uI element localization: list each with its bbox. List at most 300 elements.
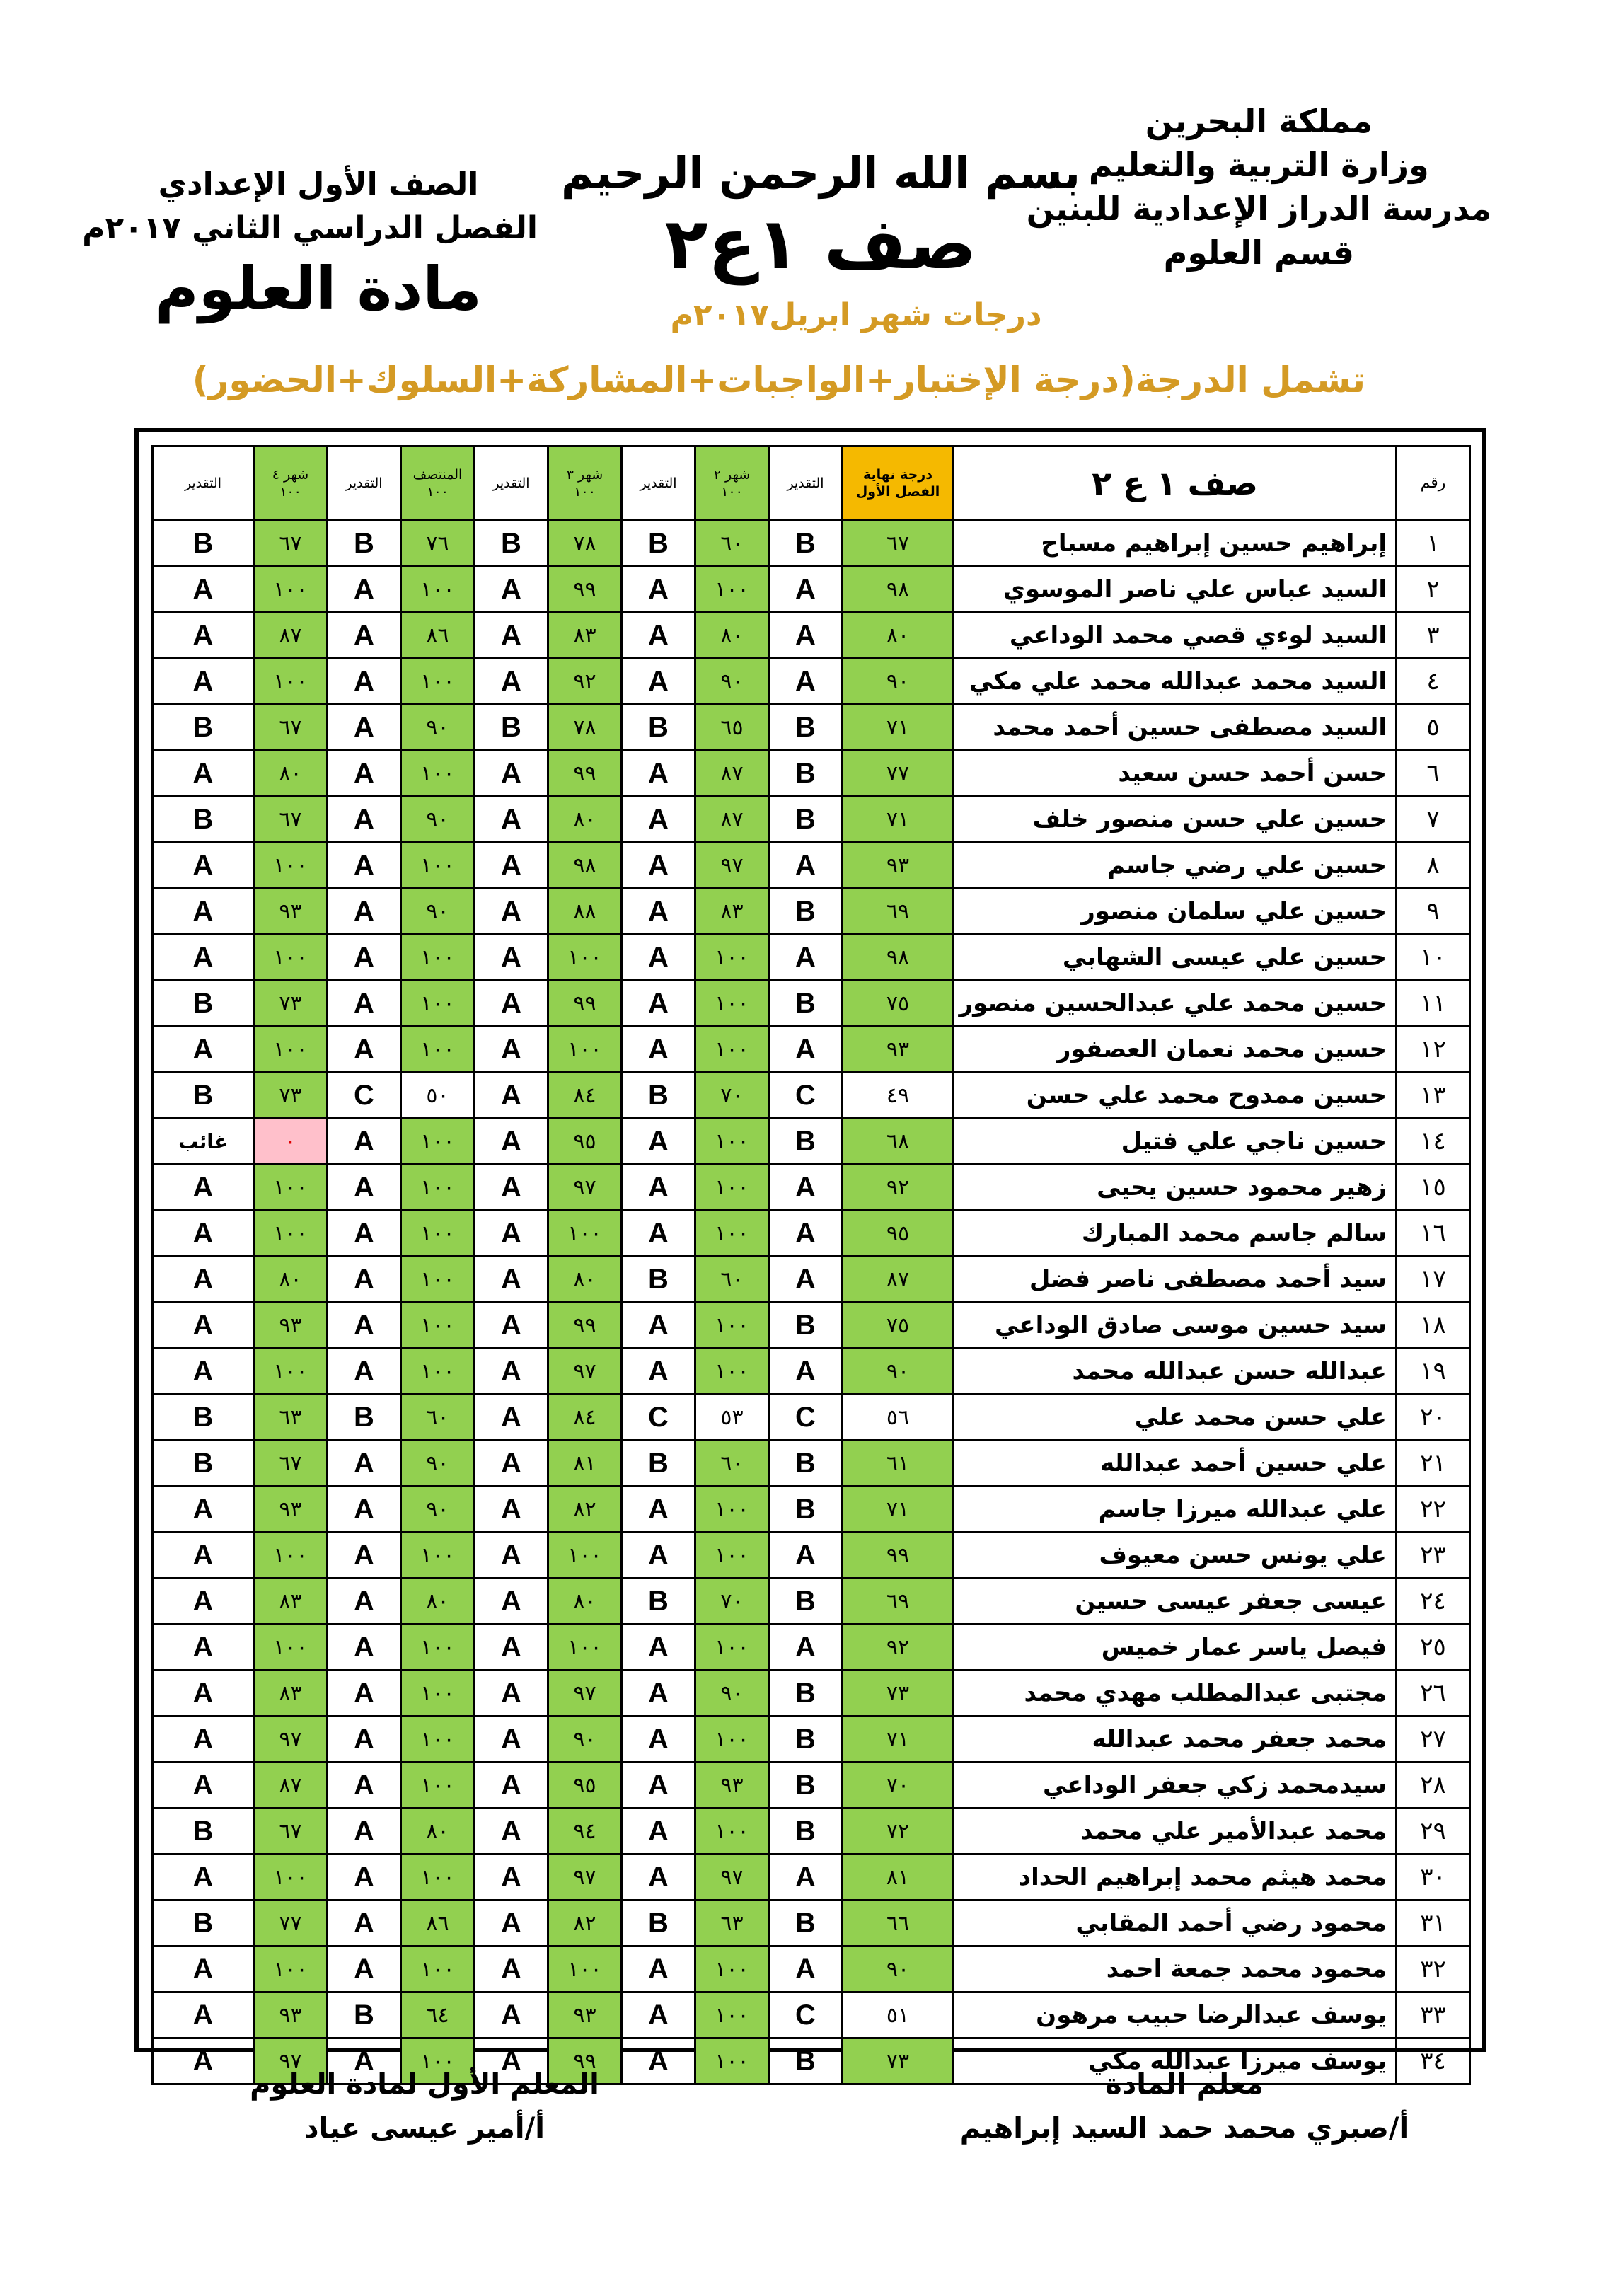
student-number: ١٢	[1397, 1027, 1470, 1073]
midterm-score: ٩٠	[401, 705, 475, 751]
midterm-score: ٨٠	[401, 1579, 475, 1625]
month3-grade: A	[475, 889, 548, 935]
month4-score: ٩٧	[254, 1717, 328, 1763]
final-score: ٩٢	[843, 1165, 954, 1211]
month4-score: ١٠٠	[254, 1533, 328, 1579]
center-header	[559, 145, 1082, 287]
month3-score: ٩٧	[548, 1854, 622, 1900]
student-number: ١٦	[1397, 1211, 1470, 1257]
midterm-grade: A	[328, 2038, 401, 2084]
month3-score: ٨١	[548, 1441, 622, 1487]
month3-score: ٩٤	[548, 1808, 622, 1854]
midterm-grade: A	[328, 1119, 401, 1165]
month4-score: ٨٧	[254, 613, 328, 659]
midterm-score: ١٠٠	[401, 1303, 475, 1349]
final-score: ٧٧	[843, 751, 954, 797]
month4-grade: غائب	[153, 1119, 254, 1165]
student-name: حسين ممدوح محمد علي حسن	[954, 1073, 1397, 1119]
table-row	[153, 1395, 1470, 1441]
final-grade: A	[769, 935, 843, 981]
table-row	[153, 889, 1470, 935]
midterm-grade: A	[328, 1625, 401, 1671]
month3-grade: A	[475, 1441, 548, 1487]
midterm-grade: A	[328, 1900, 401, 1946]
month2-grade: A	[622, 1027, 695, 1073]
table-row	[153, 1533, 1470, 1579]
midterm-grade: A	[328, 1211, 401, 1257]
month4-score: ١٠٠	[254, 1854, 328, 1900]
month2-score: ٦٠	[695, 521, 769, 567]
student-name: حسين محمد نعمان العصفور	[954, 1027, 1397, 1073]
month3-score: ٨٣	[548, 613, 622, 659]
semester-label: الفصل الدراسي الثاني ٢٠١٧م	[82, 210, 538, 246]
month2-score: ٩٠	[695, 1671, 769, 1717]
student-name: عيسى جعفر عيسى حسين	[954, 1579, 1397, 1625]
month3-grade: A	[475, 1671, 548, 1717]
midterm-score: ١٠٠	[401, 1946, 475, 1992]
month4-grade: A	[153, 1211, 254, 1257]
kingdom-label: مملكة البحرين	[1145, 102, 1373, 140]
month4-grade: A	[153, 2038, 254, 2084]
month2-score: ٧٠	[695, 1073, 769, 1119]
student-number: ٢٤	[1397, 1579, 1470, 1625]
midterm-grade: A	[328, 1579, 401, 1625]
month3-score: ٩٩	[548, 2038, 622, 2084]
midterm-score: ١٠٠	[401, 1854, 475, 1900]
month2-grade: A	[622, 1992, 695, 2038]
month4-score: ٨٣	[254, 1671, 328, 1717]
final-score: ٧١	[843, 1487, 954, 1533]
month4-grade: A	[153, 751, 254, 797]
final-score: ٧٣	[843, 2038, 954, 2084]
month2-grade: B	[622, 1257, 695, 1303]
midterm-score: ٨٠	[401, 1808, 475, 1854]
month2-score: ١٠٠	[695, 1165, 769, 1211]
month3-grade: A	[475, 1395, 548, 1441]
student-name: محمد هيثم محمد إبراهيم الحداد	[954, 1854, 1397, 1900]
month2-grade: A	[622, 1211, 695, 1257]
midterm-score: ١٠٠	[401, 2038, 475, 2084]
month4-grade: A	[153, 843, 254, 889]
month4-score: ٧٣	[254, 981, 328, 1027]
final-score: ٩٠	[843, 1349, 954, 1395]
month3-grade: A	[475, 1625, 548, 1671]
month3-grade: A	[475, 1900, 548, 1946]
month2-grade: A	[622, 613, 695, 659]
month4-grade: A	[153, 1027, 254, 1073]
table-row	[153, 1717, 1470, 1763]
student-name: علي عبدالله ميرزا جاسم	[954, 1487, 1397, 1533]
month3-score: ٩٢	[548, 659, 622, 705]
final-grade: A	[769, 1257, 843, 1303]
month2-grade: A	[622, 1349, 695, 1395]
month3-grade: A	[475, 1349, 548, 1395]
student-name: السيد عباس علي ناصر الموسوي	[954, 567, 1397, 613]
month3-score: ٨٠	[548, 1257, 622, 1303]
final-score: ٧٢	[843, 1808, 954, 1854]
month2-score: ١٠٠	[695, 1992, 769, 2038]
final-grade: A	[769, 1625, 843, 1671]
month3-score: ١٠٠	[548, 1625, 622, 1671]
student-number: ٣	[1397, 613, 1470, 659]
final-score: ٧١	[843, 797, 954, 843]
month2-grade: B	[622, 1073, 695, 1119]
month2-score: ٦٣	[695, 1900, 769, 1946]
final-grade: B	[769, 2038, 843, 2084]
student-number: ٣٠	[1397, 1854, 1470, 1900]
month3-grade: B	[475, 705, 548, 751]
month4-score: ٨٣	[254, 1579, 328, 1625]
midterm-score: ١٠٠	[401, 1763, 475, 1808]
table-row	[153, 935, 1470, 981]
student-number: ١٣	[1397, 1073, 1470, 1119]
table-row	[153, 1073, 1470, 1119]
month3-score: ٩٥	[548, 1763, 622, 1808]
month2-score: ١٠٠	[695, 2038, 769, 2084]
student-name: علي حسين أحمد عبدالله	[954, 1441, 1397, 1487]
final-grade: B	[769, 1487, 843, 1533]
month4-grade: A	[153, 1487, 254, 1533]
month4-grade: A	[153, 1303, 254, 1349]
month4-score: ١٠٠	[254, 843, 328, 889]
student-number: ٢١	[1397, 1441, 1470, 1487]
midterm-grade: B	[328, 1395, 401, 1441]
month4-grade: B	[153, 1073, 254, 1119]
final-score: ٧٥	[843, 1303, 954, 1349]
final-grade: B	[769, 751, 843, 797]
student-number: ٩	[1397, 889, 1470, 935]
midterm-score: ٥٠	[401, 1073, 475, 1119]
midterm-score: ١٠٠	[401, 1257, 475, 1303]
month4-grade: A	[153, 1946, 254, 1992]
month3-grade: A	[475, 935, 548, 981]
student-number: ٦	[1397, 751, 1470, 797]
month3-score: ٨٨	[548, 889, 622, 935]
midterm-grade: A	[328, 1027, 401, 1073]
final-grade: A	[769, 1946, 843, 1992]
student-number: ١٥	[1397, 1165, 1470, 1211]
table-row	[153, 1854, 1470, 1900]
course-header	[82, 163, 538, 327]
student-number: ٢٣	[1397, 1533, 1470, 1579]
table-row	[153, 613, 1470, 659]
student-number: ١٧	[1397, 1257, 1470, 1303]
final-grade: B	[769, 1119, 843, 1165]
student-name: حسين علي رضي جاسم	[954, 843, 1397, 889]
final-grade: B	[769, 521, 843, 567]
month3-score: ٩٥	[548, 1119, 622, 1165]
table-row	[153, 751, 1470, 797]
month4-score: ١٠٠	[254, 1027, 328, 1073]
month2-grade: A	[622, 2038, 695, 2084]
final-score: ٩٨	[843, 567, 954, 613]
month4-score: ٧٧	[254, 1900, 328, 1946]
month4-grade: B	[153, 1395, 254, 1441]
grades-table	[151, 445, 1471, 2085]
midterm-grade: A	[328, 1808, 401, 1854]
student-name: سيد أحمد مصطفى ناصر فضل	[954, 1257, 1397, 1303]
student-number: ٢	[1397, 567, 1470, 613]
month3-grade: A	[475, 1946, 548, 1992]
month4-score: ٩٣	[254, 889, 328, 935]
midterm-score: ٩٠	[401, 889, 475, 935]
col-grade-header: التقدير	[475, 446, 548, 521]
student-name: السيد مصطفى حسين أحمد محمد	[954, 705, 1397, 751]
midterm-grade: A	[328, 751, 401, 797]
month3-grade: A	[475, 1257, 548, 1303]
month2-grade: A	[622, 1303, 695, 1349]
final-grade: A	[769, 613, 843, 659]
student-number: ٣٤	[1397, 2038, 1470, 2084]
month2-score: ١٠٠	[695, 1533, 769, 1579]
month2-grade: B	[622, 521, 695, 567]
final-score: ٨٠	[843, 613, 954, 659]
midterm-grade: A	[328, 567, 401, 613]
month2-score: ١٠٠	[695, 1303, 769, 1349]
col-name-header: صف ١ ع ٢	[954, 446, 1397, 521]
table-row	[153, 1671, 1470, 1717]
midterm-score: ١٠٠	[401, 1533, 475, 1579]
month2-score: ١٠٠	[695, 567, 769, 613]
month4-score: ٨٠	[254, 1257, 328, 1303]
table-row	[153, 1441, 1470, 1487]
midterm-score: ٦٠	[401, 1395, 475, 1441]
col-grade-header: التقدير	[769, 446, 843, 521]
midterm-score: ٦٤	[401, 1992, 475, 2038]
midterm-score: ١٠٠	[401, 1717, 475, 1763]
grade-composition-note: تشمل الدرجة(درجة الإختبار+الواجبات+المشاركة+السلوك+الحضور)	[192, 359, 1365, 400]
month3-grade: A	[475, 1119, 548, 1165]
final-score: ٥١	[843, 1992, 954, 2038]
month3-grade: A	[475, 843, 548, 889]
final-grade: B	[769, 1671, 843, 1717]
midterm-grade: A	[328, 1303, 401, 1349]
midterm-grade: C	[328, 1073, 401, 1119]
month2-grade: A	[622, 1717, 695, 1763]
table-row	[153, 1119, 1470, 1165]
midterm-score: ١٠٠	[401, 751, 475, 797]
midterm-grade: B	[328, 1992, 401, 2038]
student-number: ٥	[1397, 705, 1470, 751]
month3-score: ٨٠	[548, 797, 622, 843]
student-number: ٢٨	[1397, 1763, 1470, 1808]
grades-body	[153, 521, 1470, 2084]
month4-score: ١٠٠	[254, 1211, 328, 1257]
student-number: ٨	[1397, 843, 1470, 889]
student-name: يوسف ميرزا عبدالله مكي	[954, 2038, 1397, 2084]
final-grade: B	[769, 1900, 843, 1946]
midterm-score: ٧٦	[401, 521, 475, 567]
student-name: حسن أحمد حسن سعيد	[954, 751, 1397, 797]
head-teacher-name: أ/أمير عيسى عياد	[304, 2112, 545, 2145]
midterm-grade: A	[328, 889, 401, 935]
student-number: ١	[1397, 521, 1470, 567]
month3-score: ٩٧	[548, 1165, 622, 1211]
month4-grade: A	[153, 567, 254, 613]
month3-grade: A	[475, 659, 548, 705]
month3-grade: A	[475, 1211, 548, 1257]
month3-score: ٩٠	[548, 1717, 622, 1763]
month3-grade: A	[475, 1165, 548, 1211]
month2-grade: A	[622, 843, 695, 889]
student-number: ٣٢	[1397, 1946, 1470, 1992]
final-score: ٩٩	[843, 1533, 954, 1579]
student-number: ٢٠	[1397, 1395, 1470, 1441]
table-row	[153, 797, 1470, 843]
month3-score: ١٠٠	[548, 1533, 622, 1579]
month3-score: ١٠٠	[548, 1211, 622, 1257]
month2-grade: A	[622, 1763, 695, 1808]
final-grade: A	[769, 1533, 843, 1579]
month2-score: ٩٠	[695, 659, 769, 705]
month4-grade: A	[153, 1625, 254, 1671]
student-number: ١٠	[1397, 935, 1470, 981]
final-score: ٧٥	[843, 981, 954, 1027]
month2-grade: A	[622, 1808, 695, 1854]
midterm-grade: A	[328, 1349, 401, 1395]
table-row	[153, 1211, 1470, 1257]
month4-grade: A	[153, 1257, 254, 1303]
table-row	[153, 1303, 1470, 1349]
table-row	[153, 843, 1470, 889]
month4-score: ٠	[254, 1119, 328, 1165]
month2-grade: A	[622, 1533, 695, 1579]
month2-score: ٩٧	[695, 843, 769, 889]
month4-grade: A	[153, 1717, 254, 1763]
month3-grade: A	[475, 613, 548, 659]
midterm-grade: A	[328, 613, 401, 659]
month4-grade: B	[153, 797, 254, 843]
month2-grade: B	[622, 1579, 695, 1625]
table-row	[153, 1165, 1470, 1211]
midterm-score: ٩٠	[401, 1441, 475, 1487]
teacher-signature	[951, 2063, 1418, 2150]
month3-score: ٩٩	[548, 567, 622, 613]
month4-grade: A	[153, 1349, 254, 1395]
midterm-grade: A	[328, 797, 401, 843]
month3-score: ٩٩	[548, 751, 622, 797]
month4-score: ٩٧	[254, 2038, 328, 2084]
month4-grade: B	[153, 981, 254, 1027]
midterm-score: ١٠٠	[401, 1349, 475, 1395]
table-row	[153, 1579, 1470, 1625]
month3-score: ٩٩	[548, 1303, 622, 1349]
midterm-score: ١٠٠	[401, 659, 475, 705]
midterm-score: ٨٦	[401, 613, 475, 659]
month3-score: ٨٢	[548, 1487, 622, 1533]
final-score: ٦٧	[843, 521, 954, 567]
student-name: مجتبى عبدالمطلب مهدي محمد	[954, 1671, 1397, 1717]
school-name: مدرسة الدراز الإعدادية للبنين	[1026, 190, 1491, 228]
month4-score: ٩٣	[254, 1303, 328, 1349]
month3-grade: A	[475, 1027, 548, 1073]
final-grade: A	[769, 659, 843, 705]
midterm-grade: A	[328, 1165, 401, 1211]
month2-score: ٩٧	[695, 1854, 769, 1900]
student-number: ٢٦	[1397, 1671, 1470, 1717]
final-grade: A	[769, 1165, 843, 1211]
final-score: ٩٠	[843, 659, 954, 705]
table-row	[153, 1027, 1470, 1073]
col-final-header: درجة نهاية الفصل الأول	[843, 446, 954, 521]
teacher-name: أ/صبري محمد حمد السيد إبراهيم	[959, 2112, 1409, 2145]
final-grade: A	[769, 567, 843, 613]
month4-grade: A	[153, 1533, 254, 1579]
midterm-score: ١٠٠	[401, 1119, 475, 1165]
month4-score: ٦٧	[254, 705, 328, 751]
final-grade: A	[769, 1349, 843, 1395]
month4-score: ٦٧	[254, 521, 328, 567]
midterm-score: ١٠٠	[401, 1165, 475, 1211]
midterm-grade: A	[328, 1257, 401, 1303]
month3-grade: A	[475, 1763, 548, 1808]
month2-score: ١٠٠	[695, 1717, 769, 1763]
student-name: محمود محمد جمعة احمد	[954, 1946, 1397, 1992]
month2-grade: A	[622, 1671, 695, 1717]
month4-score: ٩٣	[254, 1992, 328, 2038]
month3-score: ٧٨	[548, 705, 622, 751]
month3-grade: A	[475, 1717, 548, 1763]
month2-score: ٨٧	[695, 751, 769, 797]
month2-grade: A	[622, 981, 695, 1027]
midterm-score: ٩٠	[401, 797, 475, 843]
final-score: ٦٩	[843, 889, 954, 935]
month2-grade: A	[622, 1854, 695, 1900]
student-name: علي يونس حسن معيوف	[954, 1533, 1397, 1579]
month-subtitle: درجات شهر ابريل٢٠١٧م	[670, 297, 1042, 333]
student-number: ١٨	[1397, 1303, 1470, 1349]
month2-score: ١٠٠	[695, 1946, 769, 1992]
month2-score: ٥٣	[695, 1395, 769, 1441]
ministry-label: وزارة التربية والتعليم	[1088, 146, 1429, 184]
month3-grade: A	[475, 1487, 548, 1533]
month3-grade: A	[475, 1992, 548, 2038]
month4-grade: B	[153, 1808, 254, 1854]
month3-grade: A	[475, 1303, 548, 1349]
month4-score: ١٠٠	[254, 659, 328, 705]
student-number: ١١	[1397, 981, 1470, 1027]
final-score: ٦٦	[843, 1900, 954, 1946]
midterm-score: ١٠٠	[401, 843, 475, 889]
month3-score: ٨٤	[548, 1073, 622, 1119]
teacher-title: معلم المادة	[1105, 2068, 1264, 2101]
month3-grade: A	[475, 751, 548, 797]
student-number: ٢٧	[1397, 1717, 1470, 1763]
table-frame	[134, 428, 1486, 2077]
month2-grade: A	[622, 889, 695, 935]
month2-grade: A	[622, 567, 695, 613]
month2-score: ١٠٠	[695, 1808, 769, 1854]
month2-grade: B	[622, 1441, 695, 1487]
col-month2-header: شهر ٢ ١٠٠	[695, 446, 769, 521]
month2-score: ٧٠	[695, 1579, 769, 1625]
table-row	[153, 659, 1470, 705]
table-row	[153, 521, 1470, 567]
final-score: ٩٥	[843, 1211, 954, 1257]
final-score: ٩٢	[843, 1625, 954, 1671]
subject-title: مادة العلوم	[155, 254, 482, 323]
final-score: ٩٨	[843, 935, 954, 981]
month4-grade: A	[153, 1579, 254, 1625]
final-score: ٩٣	[843, 1027, 954, 1073]
student-number: ٣١	[1397, 1900, 1470, 1946]
table-row	[153, 705, 1470, 751]
col-grade-header: التقدير	[622, 446, 695, 521]
student-name: حسين محمد علي عبدالحسين منصور	[954, 981, 1397, 1027]
month4-score: ٦٧	[254, 797, 328, 843]
table-row	[153, 1992, 1470, 2038]
table-row	[153, 1625, 1470, 1671]
